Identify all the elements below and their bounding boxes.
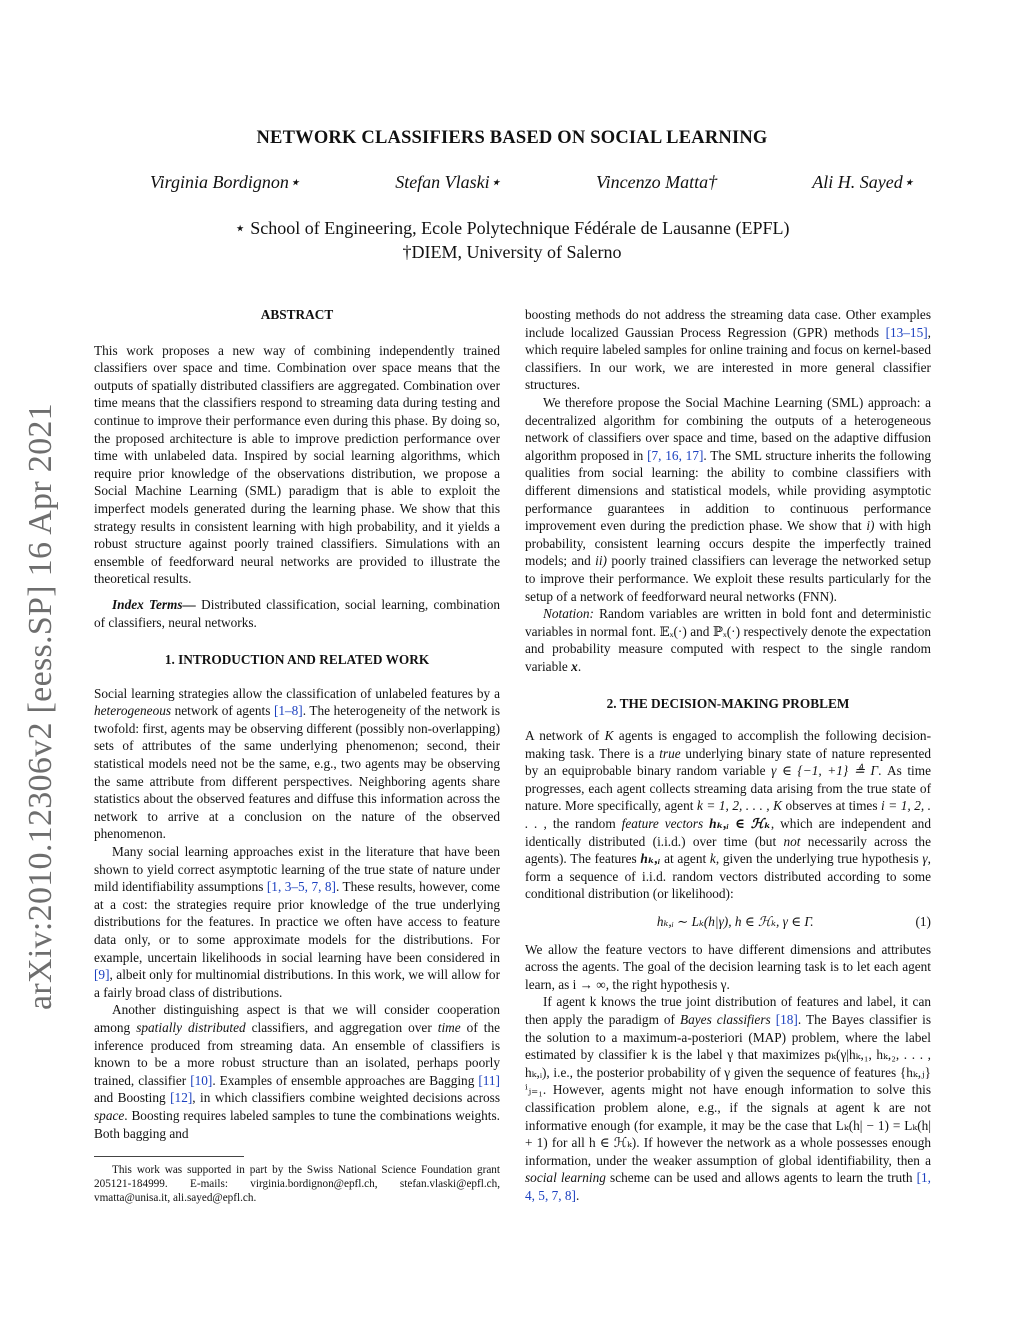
author-name: Vincenzo Matta† — [596, 172, 718, 192]
paragraph: If agent k knows the true joint distribution of features and label, it can then apply the paradigm of Bayes classifiers [18]. The Bayes classifier is the solution to a maximum-a-posteriori (MAP) problem, where the label estimated by classifier k is the label γ that maximizes pₖ(γ|hₖ,₁, hₖ,₂, . . . , hₖ,ᵢ), i.e., the posterior probability of γ given the sequence of features {hₖ,ⱼ}ⁱⱼ₌₁. However, agents might not have enough information to solve this classification problem alone, e.g., if the signals at agent k are not informative enough (for example, it may be the case that Lₖ(h| − 1) = Lₖ(h| + 1) for all h ∈ ℋₖ). If however the network as a whole possesses enough information, under the weaker assumption of global identifiability, then a social learning scheme can be used and allows agents to learn the truth [1, 4, 5, 7, 8]. — [525, 994, 932, 1203]
paper-title: NETWORK CLASSIFIERS BASED ON SOCIAL LEARNING — [256, 128, 768, 148]
affiliation-epfl: ⋆ School of Engineering, Ecole Polytechnique Fédérale de Lausanne (EPFL) — [234, 218, 790, 238]
paragraph: We therefore propose the Social Machine Learning (SML) approach: a decentralized algorithm for combining the outputs of a heterogeneous network of classifiers over space and time, based on the adaptive diffusion algorithm proposed in [7, 16, 17]. The SML structure inherits the following qualities from social learning: the ability to combine classifiers with different dimensions and statistical models, while providing asymptotic performance guarantees in addition to continuous performance improvement even during the prediction phase. We show that i) with high probability, consistent learning occurs despite the imperfectly trained models; and ii) poorly trained classifiers can leverage the networked setup to improve their performance. We exploit these results particularly for the setup of a network of feedforward neural networks (FNN). — [525, 394, 932, 604]
citation-link[interactable]: [11] — [478, 1072, 500, 1088]
right-column — [525, 306, 931, 1205]
author-list — [150, 172, 914, 193]
citation-link[interactable]: [10] — [190, 1072, 213, 1088]
citation-link[interactable]: [9] — [94, 967, 110, 983]
citation-link[interactable]: [1, 3–5, 7, 8] — [266, 879, 336, 895]
paragraph: Many social learning approaches exist in the literature that have been shown to yield correct asymptotic learning of the true state of nature under mild identifiability assumptions [1, 3–5, 7, 8]. These results, however, come at a cost: the strategies require prior knowledge of the true underlying distributions for the features. In practice we often have access to feature data only, or to some approximate models for the distributions. For example, uncertain likelihoods in social learning have been considered in [9], albeit only for multinomial distributions. In this work, we will allow for a fairly broad class of distributions. — [94, 844, 500, 1000]
footnote-divider — [94, 1156, 244, 1157]
abstract-heading: ABSTRACT — [260, 307, 334, 322]
citation-link[interactable]: [1, 4, 5, 7, 8] — [525, 1170, 932, 1203]
equation-body: hₖ,ᵢ ∼ Lₖ(h|γ), h ∈ ℋₖ, γ ∈ Γ. — [656, 914, 814, 929]
paragraph: A network of K agents is engaged to accomplish the following decision-making task. There is a true underlying binary state of nature represented by an equiprobable binary random variable γ ∈ {−1, +1} ≜ Γ. As time progresses, each agent collects streaming data arising from the true state of nature. More specifically, agent k = 1, 2, . . . , K observes at times i = 1, 2, . . . , the random feature vectors hₖ,ᵢ ∈ ℋₖ, which are independent and identically distributed (i.i.d.) over time (but not necessarily across the agents). The features hₖ,ᵢ at agent k, given the underlying true hypothesis γ, form a sequence of i.i.d. random vectors distributed according to some conditional distribution (or likelihood): — [525, 728, 931, 902]
abstract-text: This work proposes a new way of combining independently trained classifiers over space and time. Combination over space means that the outputs of spatially distributed classifiers are aggregated. Combination over time means that the classifiers respond to streaming data during testing and continue to improve their performance even during this phase. By doing so, the proposed architecture is able to improve prediction performance over time with unlabeled data. Inspired by social learning algorithms, which require prior knowledge of the observations distribution, we propose a Social Machine Learning (SML) paradigm that is able to exploit the imperfect models generated during the learning phase. We show that this strategy results in consistent learning with high probability, and it yields a robust structure against poorly trained classifiers. Simulations with an ensemble of feedforward neural networks are provided to illustrate the theoretical results. — [94, 342, 500, 587]
notation-paragraph: Notation: Random variables are written in bold font and deterministic variables in normal font. 𝔼ₓ(·) and ℙₓ(·) respectively denote the expectation and probability measure computed with respect to the single random variable x. — [525, 606, 932, 674]
paragraph: boosting methods do not address the streaming data case. Other examples include localized Gaussian Process Regression (GPR) methods [13–15], which require labeled samples for online training and focus on kernel-based classifiers. In our work, we are interested in more general classifier structures. — [525, 307, 931, 393]
section-2-heading: 2. THE DECISION-MAKING PROBLEM — [606, 696, 850, 712]
citation-link[interactable]: [18] — [775, 1011, 798, 1027]
equation-1 — [525, 913, 931, 931]
citation-link[interactable]: [12] — [170, 1090, 193, 1106]
paragraph: Social learning strategies allow the classification of unlabeled features by a heterogeneous network of agents [1–8]. The heterogeneity of the network is twofold: first, agents may be observing different (possibly non-overlapping) sets of attributes of the same underlying phenomenon; second, their statistical models need not be the same, e.g., two agents may be observing the same attribute from different perspectives. Neighboring agents share statistics about the observed features and diffuse this information across the network to arrive at a conclusion on the nature of the observed phenomenon. — [94, 685, 500, 842]
index-terms-label: Index Terms— — [112, 596, 196, 612]
paragraph: We allow the feature vectors to have different dimensions and attributes across the agents. The goal of the decision learning task is to let each agent learn, as i → ∞, the right hypothesis γ. — [525, 941, 931, 992]
author-name: Virginia Bordignon⋆ — [150, 172, 301, 192]
author-name: Stefan Vlaski⋆ — [395, 172, 501, 192]
citation-link[interactable]: [13–15] — [885, 324, 928, 340]
citation-link[interactable]: [7, 16, 17] — [647, 447, 704, 463]
funding-footnote: This work was supported in part by the Swiss National Science Foundation grant 205121-184999. E-mails: virginia.bordignon@epfl.ch, stefan.vlaski@epfl.ch, vmatta@unisa.it, ali.sayed@epfl.ch. — [94, 1164, 500, 1205]
paragraph: Another distinguishing aspect is that we will consider cooperation among spatially distributed classifiers, and aggregation over time of the inference produced from streaming data. An ensemble of classifiers is known to be a more robust structure than an isolated, perhaps poorly trained, classifier [10]. Examples of ensemble approaches are Bagging [11] and Boosting [12], in which classifiers combine weighted decisions across space. Boosting requires labeled samples to tune the combinations weights. Both bagging and — [94, 1002, 501, 1141]
left-column — [94, 306, 500, 1205]
affiliation-salerno: †DIEM, University of Salerno — [402, 242, 622, 262]
equation-number: (1) — [915, 914, 931, 929]
section-1-heading: 1. INTRODUCTION AND RELATED WORK — [164, 652, 430, 668]
arxiv-identifier: arXiv:2010.12306v2 [eess.SP] 16 Apr 2021 — [22, 403, 59, 1010]
author-name: Ali H. Sayed⋆ — [812, 172, 914, 192]
index-terms: Index Terms— Distributed classification, social learning, combination of classifiers, neural networks. — [94, 596, 500, 630]
citation-link[interactable]: [1–8] — [273, 703, 303, 719]
